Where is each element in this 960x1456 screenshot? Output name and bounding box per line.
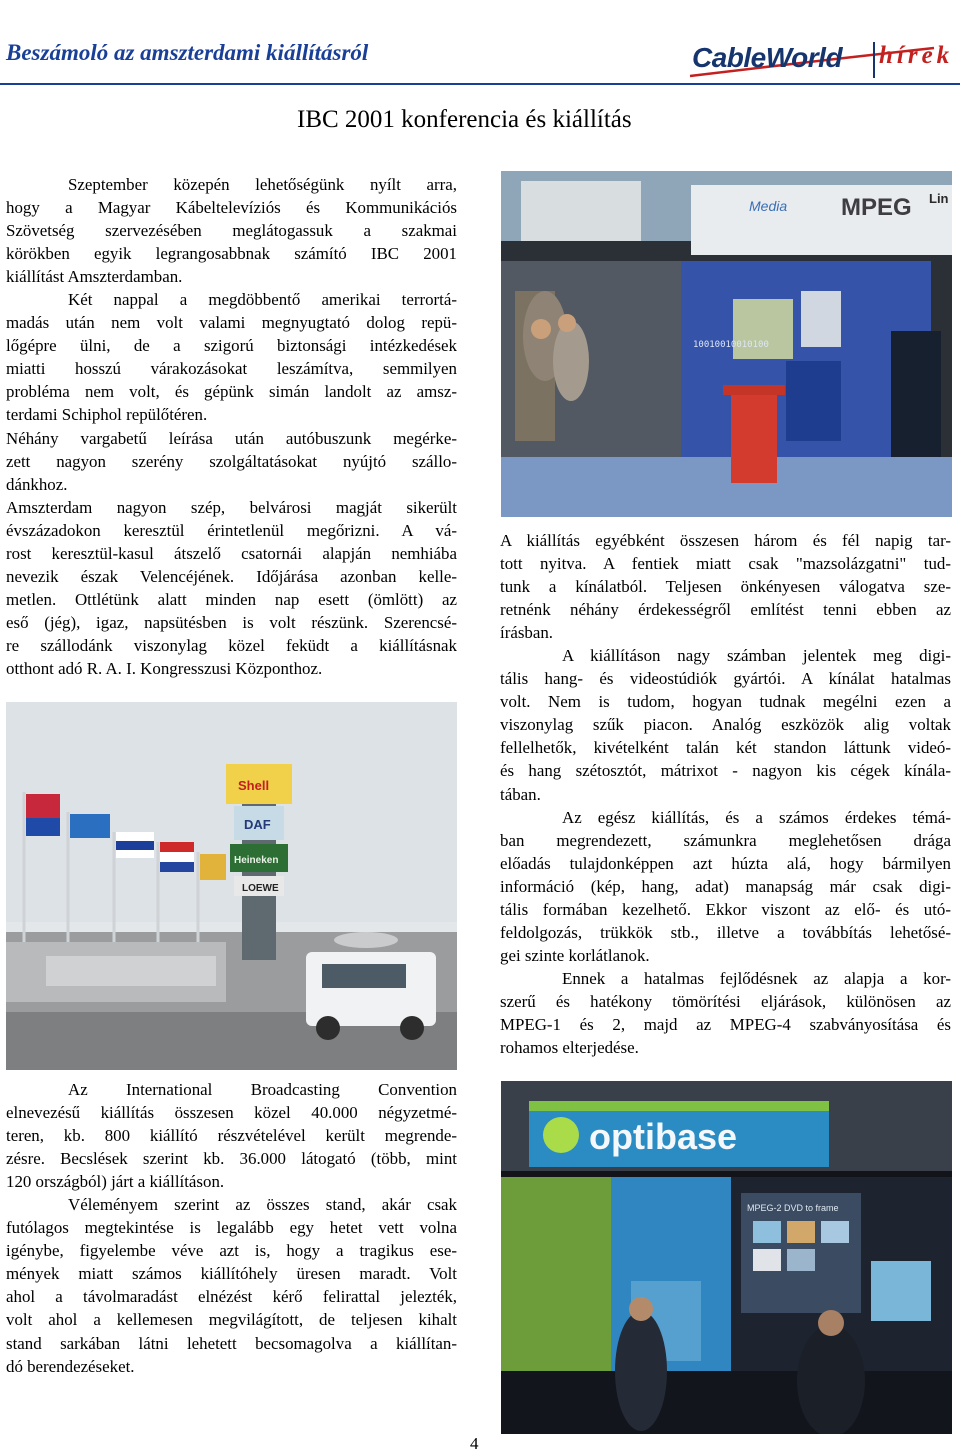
tower-sign-shell: Shell <box>238 778 270 793</box>
text-line: írásban. <box>500 623 553 643</box>
text-line: MPEG-1 és 2, majd az MPEG-4 szabványosítása és <box>500 1014 951 1034</box>
text-line: Szeptember közepén lehetőségünk nyílt arra, <box>68 175 457 194</box>
text-line: Szövetség szervezésében meglátogassuk a szakmai <box>6 221 457 241</box>
text-line: feldolgozás, trükkök stb., illetve a továbbítás lehetősé- <box>500 922 951 942</box>
text-line: A kiállítás egyébként összesen három és fél napig tar- <box>500 531 951 550</box>
logo-suffix: hírek <box>879 42 954 69</box>
text-line: 120 országból) járt a kiállításon. <box>6 1172 225 1192</box>
text-line: tunk a kínálatból. Teljesen önkényesen válogatva sze- <box>500 577 951 597</box>
text-line: Az International Broadcasting Convention <box>68 1080 457 1099</box>
text-line: Az egész kiállítás, és a számos érdekes témá- <box>562 807 951 827</box>
text-line: volt ahol a kellemesen megvilágított, de teljesen kihalt <box>6 1310 457 1330</box>
section-title: Beszámoló az amszterdami kiállításról <box>6 40 369 65</box>
optibase-sign: optibase <box>589 1116 738 1157</box>
text-line: stand sarkában látni lehetett becsomagolva a kiállítan- <box>6 1333 457 1353</box>
text-line: madás után nem volt valami megnyugtató dolog repü- <box>6 313 457 333</box>
left-column-bottom-text <box>6 1078 457 1378</box>
text-line: viszonylag szűk piacon. Analóg eszközök alig voltak <box>500 715 951 735</box>
booth-sign-media: Media <box>749 198 788 214</box>
text-line: probléma nem volt, és gépünk simán landolt az amsz- <box>6 382 457 402</box>
text-line: tott nyitva. A fentiek miatt csak "mazsolázgatni" tud- <box>500 554 951 574</box>
text-line: előadás tulajdonképpen azt húzta alá, hogy bármilyen <box>500 853 951 873</box>
tower-sign-daf: DAF <box>244 817 271 832</box>
logo-brand: CableWorld <box>692 42 843 73</box>
text-line: körökben egyik legrangosabbnak számító IBC 2001 <box>6 244 457 264</box>
booth-photo-mpeg <box>501 171 952 517</box>
booth-banner-binary: 10010010010100 <box>693 340 769 350</box>
text-line: rohamos elterjedése. <box>500 1038 639 1058</box>
text-line: metlen. Ottlétünk alatt minden nap esett (ömlött) az <box>6 589 457 609</box>
article-title: IBC 2001 konferencia és kiállítás <box>297 106 632 133</box>
text-line: dánkhoz. <box>6 474 68 494</box>
text-line: Ennek a hatalmas fejlődésnek az alapja a kor- <box>562 968 951 988</box>
text-line: információ (kép, hang, adat) manapság már csak digi- <box>500 876 951 896</box>
tower-sign-loewe: LOEWE <box>242 883 279 894</box>
text-line: igénybe, figyelembe véve azt is, hogy a tragikus ese- <box>6 1241 457 1261</box>
text-line: otthont adó R. A. I. Kongresszusi Központhoz. <box>6 658 323 678</box>
text-line: terdami Schiphol repülőtéren. <box>6 405 208 425</box>
text-line: lőgépre ülni, de a szigorú biztonsági intézkedések <box>6 336 457 356</box>
text-line: zett nagyon szerény szolgáltatásokat nyújtó szállo- <box>6 451 457 471</box>
text-line: mények miatt számos kiállítóhely üresen maradt. Volt <box>6 1264 457 1284</box>
booth-sign-lin: Lin <box>929 191 949 206</box>
text-line: ban megrendezett, számunkra meglehetősen drága <box>500 830 951 850</box>
text-line: fellelhetők, kivételként talán két standon láttunk videó- <box>500 738 951 758</box>
text-line: teren, kb. 800 kiállító részvételével került megrende- <box>6 1126 457 1146</box>
text-line: elnevezésű kiállítás összesen közel 40.000 négyzetmé- <box>6 1103 457 1123</box>
text-line: eső (jég), igaz, napsütésben is volt részünk. Szerencsé- <box>6 612 457 632</box>
tower-sign-heineken: Heineken <box>234 855 279 866</box>
optibase-photo <box>501 1081 952 1434</box>
text-line: és hang szétosztót, mátrixot - nagyon kis cégek kínála- <box>500 761 951 781</box>
text-line: szerű és hatékony tömörítési eljárások, különösen az <box>500 991 951 1011</box>
text-line: Véleményem szerint az összes stand, akár csak <box>68 1195 457 1215</box>
page-number: 4 <box>470 1434 479 1453</box>
booth-sign-mpeg: MPEG <box>841 194 912 221</box>
text-line: re szállodánk viszonylag közel feküdt a kiállításnak <box>6 635 457 655</box>
text-line: volt. Nem is tudom, hogyan tudnak megélni ezen a <box>500 692 951 712</box>
text-line: miatti hosszú várakozásokat leszámítva, semmilyen <box>6 359 457 379</box>
text-line: Néhány vargabetű leírása után autóbuszunk megérke- <box>6 428 457 448</box>
text-line: Amszterdam nagyon szép, belvárosi magját sikerült <box>6 497 457 517</box>
flags-photo <box>6 702 457 1070</box>
text-line: évszázadokon keresztül érintetlenül megőrizni. A vá- <box>6 520 457 540</box>
text-line: zésre. Becslések szerint kb. 36.000 látogató (több, mint <box>6 1149 457 1169</box>
text-line: futólagos megtekintése is legalább egy hetet vett volna <box>6 1218 457 1238</box>
text-line: rost keresztül-kasul átszelő csatornái alapján nemhiába <box>6 543 457 563</box>
header-rule <box>0 83 960 85</box>
text-line: A kiállításon nagy számban jelentek meg digi- <box>562 646 951 666</box>
text-line: tában. <box>500 784 541 804</box>
text-line: Két nappal a megdöbbentő amerikai terrortá- <box>68 290 457 310</box>
optibase-panel: MPEG-2 DVD to frame <box>747 1203 839 1213</box>
text-line: tális formában kezelhető. Ekkor viszont az elő- és utó- <box>500 899 951 919</box>
text-line: ahol a távolmaradást elnézést kérő felirattal jelezték, <box>6 1287 457 1307</box>
text-line: gei szinte korlátlanok. <box>500 945 650 965</box>
cableworld-logo <box>686 36 956 84</box>
left-column-top-text <box>6 173 457 680</box>
text-line: kiállítást Amszterdamban. <box>6 267 183 287</box>
text-line: dó berendezéseket. <box>6 1356 135 1376</box>
right-column-text <box>500 529 951 1059</box>
text-line: hogy a Magyar Kábeltelevíziós és Kommunikációs <box>6 198 457 218</box>
text-line: retnénk néhány érdekességről említést tenni ebben az <box>500 600 951 620</box>
text-line: nevezik észak Velencéjének. Időjárása azonban kelle- <box>6 566 457 586</box>
text-line: tális hang- és videostúdiók gyártói. A kínálat hatalmas <box>500 669 951 689</box>
